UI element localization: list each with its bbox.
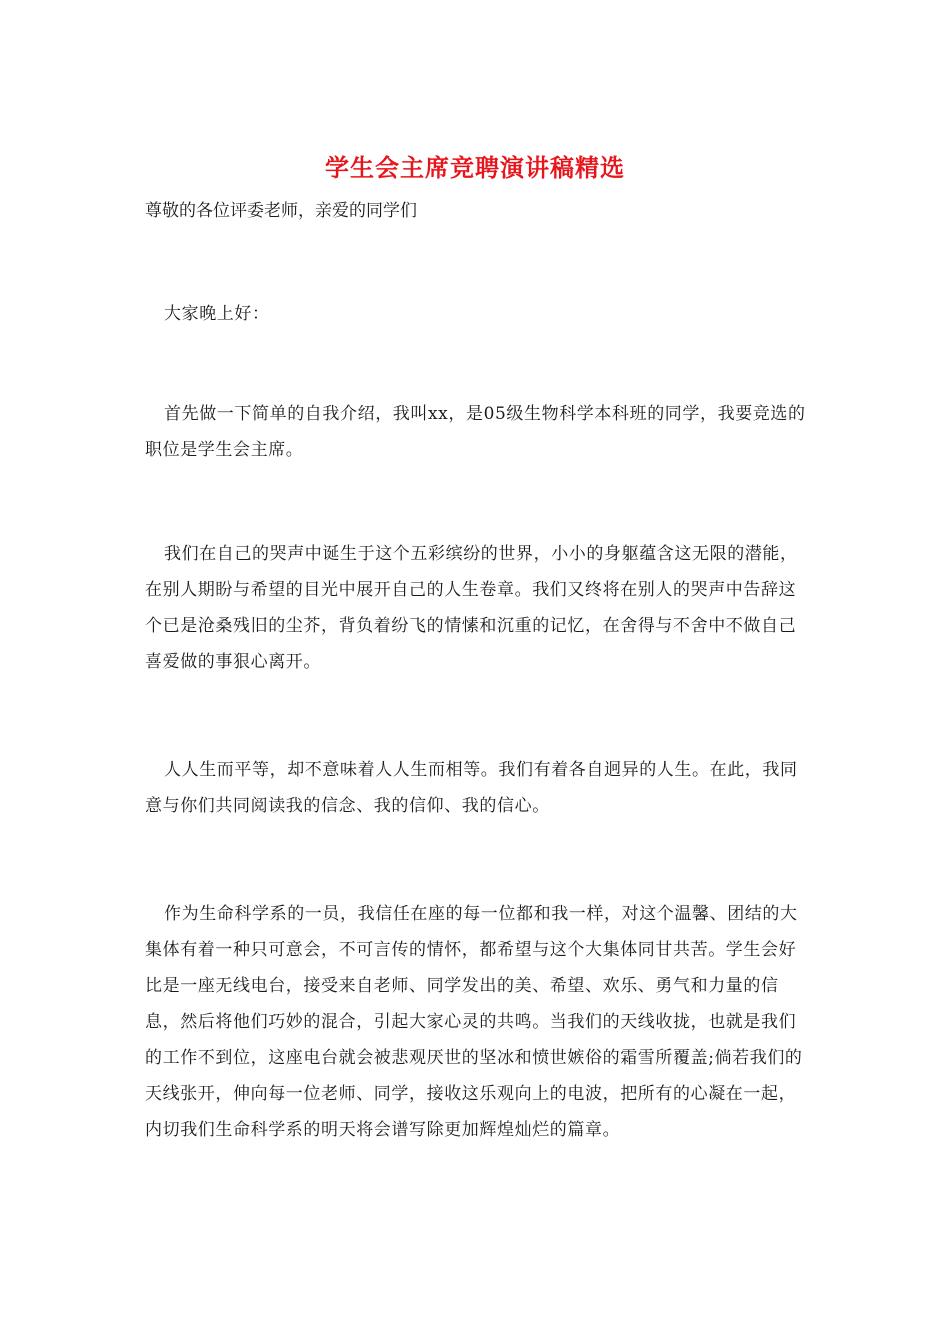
paragraph-greeting: 大家晚上好： [164,304,270,324]
paragraph-introduction: 首先做一下简单的自我介绍，我叫xx，是05级生物科学本科班的同学，我要竞选的职位是学生会主席。 [145,404,806,460]
paragraph-student-union: 作为生命科学系的一员，我信任在座的每一位都和我一样，对这个温馨、团结的大集体有着一种只可意会，不可言传的情怀，都希望与这个大集体同甘共苦。学生会好比是一座无线电台，接受来自老师、同学发出的美、希望、欢乐、勇气和力量的信息，然后将他们巧妙的混合，引起大家心灵的共鸣。当我们的天线收拢，也就是我们的工作不到位，这座电台就会被悲观厌世的坚冰和愤世嫉俗的霜雪所覆盖;倘若我们的天线张开，伸向每一位老师、同学，接收这乐观向上的电波，把所有的心凝在一起，内切我们生命科学系的明天将会谱写除更加辉煌灿烂的篇章。 [145,904,803,1140]
paragraph-equality: 人人生而平等，却不意味着人人生而相等。我们有着各自迥异的人生。在此，我同意与你们共同阅读我的信念、我的信仰、我的信心。 [145,760,798,816]
document-title: 学生会主席竞聘演讲稿精选 [325,153,625,182]
paragraph-life: 我们在自己的哭声中诞生于这个五彩缤纷的世界，小小的身躯蕴含这无限的潜能，在别人期盼与希望的目光中展开自己的人生卷章。我们又终将在别人的哭声中告辞这个已是沧桑残旧的尘芥，背负着纷飞的情愫和沉重的记忆，在舍得与不舍中不做自己喜爱做的事狠心离开。 [145,544,798,672]
salutation: 尊敬的各位评委老师，亲爱的同学们 [145,201,417,221]
